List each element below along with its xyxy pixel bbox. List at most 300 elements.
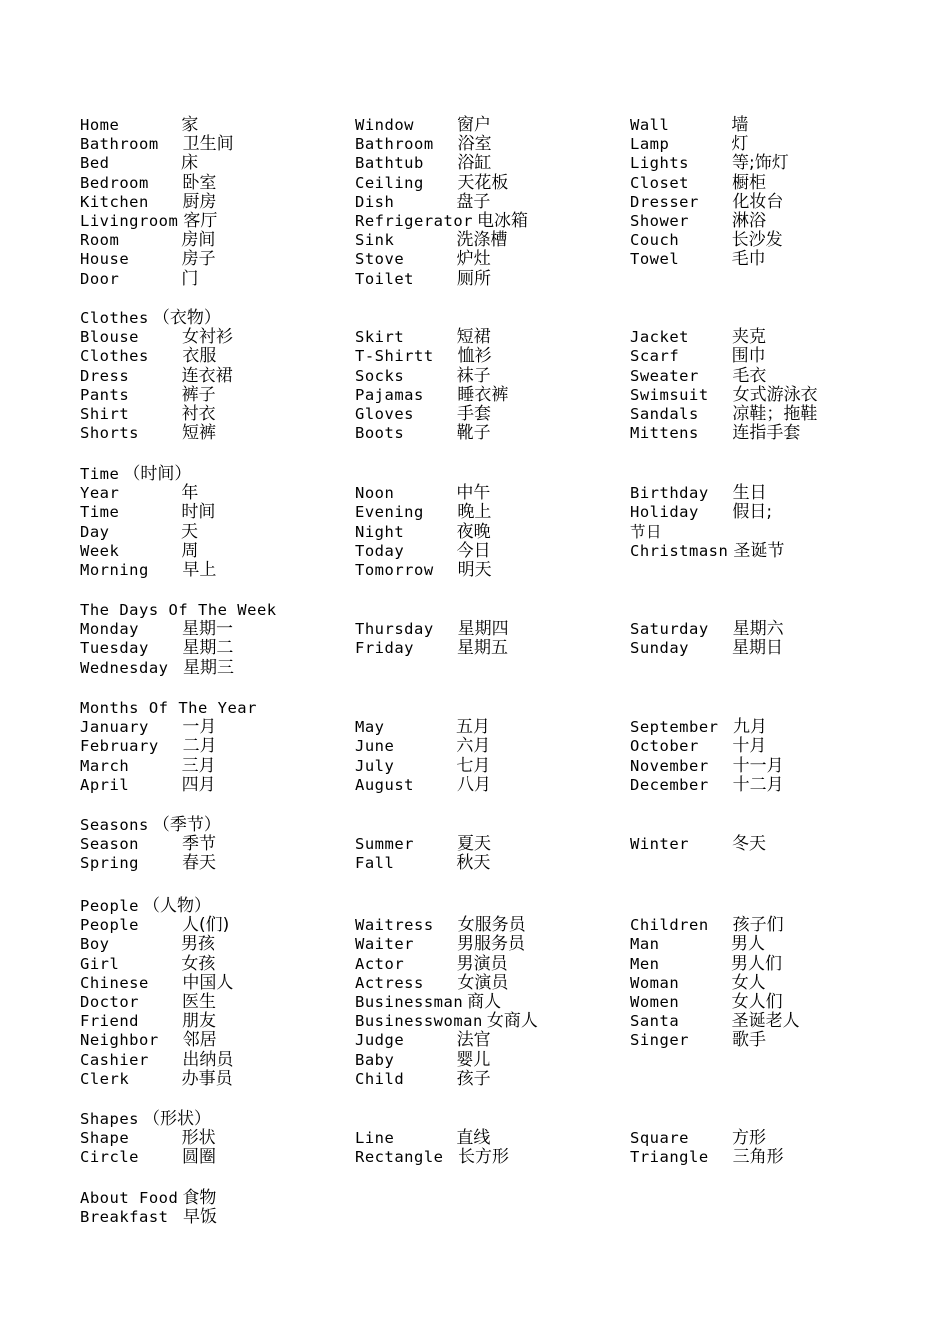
- chinese-translation: 年: [181, 483, 199, 504]
- section-title-english: Seasons: [80, 816, 149, 834]
- vocab-entry: [355, 502, 492, 521]
- vocab-entry: [355, 1147, 509, 1166]
- english-word: Dresser: [630, 192, 699, 211]
- english-word: Mittens: [630, 424, 699, 443]
- vocab-entry: [355, 134, 528, 153]
- section-title: [80, 815, 221, 834]
- vocab-entry: [80, 834, 216, 853]
- vocab-column: [80, 115, 234, 288]
- vocab-entry: [630, 934, 800, 953]
- chinese-translation: 邻居: [182, 1030, 217, 1051]
- chinese-translation: 淋浴: [732, 210, 766, 231]
- chinese-translation: 冬天: [732, 834, 766, 855]
- chinese-translation: 夜晚: [456, 521, 491, 542]
- chinese-translation: 二月: [182, 736, 217, 757]
- english-word: Skirt: [355, 328, 405, 347]
- vocab-entry: [80, 973, 233, 992]
- english-word: Swimsuit: [630, 385, 709, 404]
- english-word: Thursday: [355, 620, 434, 639]
- vocab-entry: [355, 915, 538, 934]
- english-word: August: [355, 775, 414, 794]
- english-word: Clothes: [80, 347, 149, 366]
- vocab-entry: [80, 483, 216, 502]
- chinese-translation: 袜子: [456, 365, 491, 386]
- vocab-column: [80, 834, 216, 872]
- vocab-column: [630, 115, 789, 269]
- vocab-entry: [80, 736, 217, 755]
- chinese-translation: 方形: [732, 1128, 766, 1149]
- vocab-entry: [80, 366, 233, 385]
- chinese-translation: 浴室: [457, 134, 492, 155]
- section-title-chinese: （形状）: [143, 1109, 211, 1129]
- vocab-entry: [630, 1147, 784, 1166]
- chinese-translation: 夹克: [732, 327, 766, 348]
- english-word: Dish: [355, 192, 395, 211]
- english-word: Waitress: [355, 916, 434, 935]
- chinese-translation: 短裙: [456, 327, 491, 348]
- english-word: Summer: [355, 835, 414, 854]
- vocab-entry: [355, 1011, 538, 1030]
- chinese-translation: 洗涤槽: [456, 230, 508, 251]
- english-word: Lights: [630, 154, 689, 173]
- english-word: Home: [80, 116, 120, 134]
- chinese-translation: 床: [181, 153, 198, 174]
- vocab-entry: [80, 934, 233, 953]
- english-word: Actor: [355, 954, 405, 973]
- chinese-translation: 季节: [182, 834, 216, 855]
- vocab-entry: [80, 1069, 233, 1088]
- vocab-entry: [80, 502, 216, 521]
- english-word: Blouse: [80, 328, 139, 347]
- vocab-entry: [355, 385, 508, 404]
- vocab-column: [355, 1128, 509, 1166]
- vocab-entry: [630, 619, 784, 638]
- english-word: Baby: [355, 1050, 395, 1069]
- vocab-column: [630, 619, 784, 657]
- vocab-column: [355, 717, 491, 794]
- english-word: Friend: [80, 1012, 139, 1031]
- chinese-translation: 手套: [457, 403, 491, 424]
- chinese-translation: 长沙发: [731, 230, 783, 251]
- english-word: Window: [355, 116, 414, 134]
- chinese-translation: 毛巾: [731, 249, 766, 270]
- english-word: Couch: [630, 231, 680, 250]
- chinese-translation: 中午: [456, 483, 491, 504]
- chinese-translation: 五月: [456, 717, 490, 738]
- english-word: Women: [630, 992, 680, 1011]
- english-word: Scarf: [630, 347, 680, 366]
- vocab-column: [355, 115, 528, 288]
- vocab-entry: [80, 115, 234, 134]
- chinese-translation: 房子: [181, 249, 216, 270]
- english-word: Breakfast: [80, 1208, 169, 1227]
- english-word: Time: [80, 503, 120, 522]
- vocab-entry: [80, 638, 234, 657]
- vocab-entry: [630, 230, 789, 249]
- vocab-entry: [630, 541, 784, 560]
- english-word: Season: [80, 835, 139, 854]
- english-word: Day: [80, 522, 110, 541]
- english-word: Monday: [80, 620, 139, 639]
- chinese-translation: 朋友: [182, 1011, 216, 1032]
- vocab-entry: [80, 1050, 233, 1069]
- english-word: Tuesday: [80, 639, 149, 658]
- chinese-translation: 女演员: [457, 972, 509, 993]
- chinese-translation: 九月: [733, 717, 767, 738]
- vocab-entry: [355, 1030, 538, 1049]
- english-word: March: [80, 756, 130, 775]
- chinese-translation: 夏天: [457, 834, 491, 855]
- english-word: Pants: [80, 385, 130, 404]
- chinese-translation: 浴缸: [457, 153, 492, 174]
- vocab-entry: [80, 327, 233, 346]
- chinese-translation: 卫生间: [182, 134, 234, 155]
- chinese-translation: 孩子: [456, 1068, 491, 1089]
- english-word: Woman: [630, 973, 680, 992]
- section-title-english: Months Of The Year: [80, 699, 257, 717]
- chinese-translation: 圆圈: [182, 1147, 216, 1168]
- english-word: Christmasn: [630, 541, 729, 560]
- chinese-translation: 四月: [181, 774, 216, 795]
- section-title: [80, 600, 277, 619]
- vocab-entry: [630, 915, 800, 934]
- english-word: Sink: [355, 231, 395, 250]
- english-word: Square: [630, 1129, 689, 1148]
- english-word: Sweater: [630, 366, 699, 385]
- english-word: Jacket: [630, 328, 689, 347]
- vocab-entry: [80, 423, 233, 442]
- english-word: October: [630, 737, 699, 756]
- english-word: Businessman: [355, 992, 464, 1011]
- chinese-translation: 医生: [182, 991, 216, 1012]
- english-word: Night: [355, 522, 405, 541]
- vocab-entry: [80, 404, 233, 423]
- english-word: Refrigerator: [355, 211, 473, 230]
- vocab-column: [630, 717, 784, 794]
- vocab-entry: [80, 173, 234, 192]
- vocab-entry: [630, 483, 784, 502]
- vocab-entry: [80, 992, 233, 1011]
- english-word: People: [80, 916, 139, 935]
- english-word: Actress: [355, 973, 424, 992]
- english-word: January: [80, 718, 149, 737]
- vocab-entry: [80, 775, 217, 794]
- vocab-entry: [355, 775, 491, 794]
- vocab-entry: [80, 211, 234, 230]
- chinese-translation: 男人们: [731, 953, 782, 974]
- english-word: Singer: [630, 1031, 689, 1050]
- chinese-translation: 女服务员: [457, 915, 526, 936]
- english-word: Judge: [355, 1031, 405, 1050]
- english-word: Saturday: [630, 620, 709, 639]
- section-title-english: People: [80, 897, 139, 915]
- vocab-entry: [80, 560, 216, 579]
- vocab-entry: [355, 1069, 538, 1088]
- vocab-entry: [355, 717, 491, 736]
- vocab-column: [355, 619, 509, 657]
- chinese-translation: 人(们): [182, 915, 230, 936]
- chinese-translation: 一月: [182, 717, 217, 738]
- section-title: [80, 698, 257, 717]
- chinese-translation: 晚上: [457, 502, 492, 523]
- chinese-translation: 男演员: [456, 953, 508, 974]
- chinese-translation: 毛衣: [732, 365, 767, 386]
- chinese-translation: 连指手套: [732, 423, 801, 444]
- vocab-entry: [80, 346, 233, 365]
- chinese-translation: 形状: [181, 1128, 216, 1149]
- section-title: [80, 464, 191, 483]
- vocab-entry: [355, 736, 491, 755]
- vocab-entry: [630, 522, 784, 541]
- chinese-translation: 生日: [732, 483, 767, 504]
- english-word: Gloves: [355, 404, 414, 423]
- vocab-entry: [355, 115, 528, 134]
- vocab-column: [630, 327, 818, 442]
- chinese-translation: 男服务员: [457, 934, 525, 955]
- vocab-entry: [80, 756, 217, 775]
- english-word: July: [355, 756, 395, 775]
- english-word: April: [80, 775, 130, 794]
- vocab-entry: [80, 1011, 233, 1030]
- vocab-entry: [630, 992, 800, 1011]
- vocab-entry: [355, 992, 538, 1011]
- vocab-column: [80, 915, 233, 1088]
- vocab-column: [80, 619, 234, 677]
- english-word: Today: [355, 541, 405, 560]
- chinese-translation: 孩子们: [732, 915, 784, 936]
- chinese-translation: 七月: [456, 755, 491, 776]
- chinese-translation: 圣诞节: [733, 540, 785, 561]
- chinese-translation: 早上: [182, 559, 217, 580]
- vocab-entry: [630, 385, 818, 404]
- vocab-entry: [630, 423, 818, 442]
- chinese-translation: 春天: [182, 853, 216, 874]
- english-word: Rectangle: [355, 1148, 444, 1167]
- vocab-entry: [630, 192, 789, 211]
- chinese-translation: 商人: [467, 991, 502, 1012]
- english-word: Chinese: [80, 973, 149, 992]
- vocab-entry: [80, 717, 217, 736]
- english-word: Bedroom: [80, 173, 149, 192]
- vocab-entry: [355, 954, 538, 973]
- vocab-entry: [630, 153, 789, 172]
- chinese-translation: 三月: [181, 755, 216, 776]
- chinese-translation: 明天: [457, 559, 492, 580]
- chinese-translation: 化妆台: [732, 191, 784, 212]
- english-word: Waiter: [355, 935, 414, 954]
- chinese-translation: 厕所: [457, 268, 491, 289]
- vocab-entry: [630, 366, 818, 385]
- chinese-translation: 星期五: [457, 638, 508, 659]
- english-word: Tomorrow: [355, 560, 434, 579]
- chinese-translation: 天: [181, 521, 198, 542]
- chinese-translation: 房间: [181, 230, 216, 251]
- english-word: Evening: [355, 503, 424, 522]
- vocab-entry: [80, 1147, 216, 1166]
- vocab-entry: [630, 756, 784, 775]
- section-title-english: Shapes: [80, 1110, 139, 1128]
- english-word: May: [355, 718, 385, 737]
- english-word: Towel: [630, 250, 680, 269]
- chinese-translation: 窗户: [457, 115, 491, 135]
- english-word: Wednesday: [80, 658, 169, 677]
- chinese-translation: 歌手: [732, 1030, 766, 1051]
- chinese-translation: 等;饰灯: [732, 153, 789, 174]
- section-title-chinese: （时间）: [123, 464, 192, 484]
- english-word: Fall: [355, 854, 395, 873]
- english-word: Lamp: [630, 135, 670, 154]
- vocab-entry: [355, 934, 538, 953]
- chinese-translation: 六月: [456, 736, 491, 757]
- english-word: Sunday: [630, 639, 689, 658]
- vocab-entry: [355, 1128, 509, 1147]
- chinese-translation: 女商人: [486, 1011, 538, 1032]
- vocab-entry: [80, 853, 216, 872]
- vocab-entry: [355, 756, 491, 775]
- english-word: Dress: [80, 366, 130, 385]
- section-title-chinese: 食物: [182, 1188, 217, 1208]
- vocab-entry: [80, 1128, 216, 1147]
- chinese-translation: 衬衣: [181, 403, 216, 424]
- section-title-english: The Days Of The Week: [80, 601, 277, 619]
- english-word: Toilet: [355, 269, 414, 288]
- chinese-translation: 女人: [731, 972, 766, 993]
- chinese-translation: 门: [181, 268, 199, 289]
- chinese-translation: 直线: [456, 1128, 491, 1149]
- chinese-translation: 长方形: [458, 1147, 509, 1168]
- chinese-translation: 家: [181, 115, 199, 135]
- english-word: Kitchen: [80, 192, 149, 211]
- english-word: Year: [80, 484, 120, 503]
- english-word: T-Shirtt: [355, 347, 434, 366]
- chinese-translation: 厨房: [182, 191, 217, 212]
- vocab-entry: [630, 502, 784, 521]
- section-title-chinese: （衣物）: [152, 308, 221, 328]
- english-word: Holiday: [630, 503, 699, 522]
- chinese-translation: 裤子: [181, 384, 216, 405]
- vocab-entry: [80, 658, 234, 677]
- chinese-translation: 恤衫: [457, 346, 492, 367]
- vocab-entry: [355, 1050, 538, 1069]
- chinese-translation: 星期三: [183, 657, 234, 678]
- vocab-entry: [80, 619, 234, 638]
- vocab-column: [630, 915, 800, 1049]
- english-word: Sandals: [630, 404, 699, 423]
- vocab-column: [630, 834, 766, 853]
- vocab-entry: [355, 153, 528, 172]
- english-word: Men: [630, 954, 660, 973]
- vocab-entry: [355, 249, 528, 268]
- english-word: Bathroom: [80, 135, 159, 154]
- vocab-entry: [355, 327, 508, 346]
- english-word: Ceiling: [355, 173, 424, 192]
- chinese-translation: 中国人: [182, 972, 234, 993]
- vocab-entry: [80, 954, 233, 973]
- section-title-chinese: （人物）: [143, 896, 211, 916]
- vocab-entry: [355, 522, 492, 541]
- chinese-translation: 三角形: [732, 1147, 784, 1168]
- section-title: [80, 308, 221, 327]
- chinese-translation: 围巾: [731, 346, 766, 367]
- vocab-entry: [355, 192, 528, 211]
- chinese-translation: 八月: [457, 774, 491, 795]
- chinese-translation: 盘子: [456, 191, 491, 212]
- english-word: Stove: [355, 250, 405, 269]
- vocab-entry: [355, 853, 491, 872]
- vocab-column: [80, 483, 216, 579]
- english-word: Pajamas: [355, 385, 424, 404]
- vocab-entry: [355, 619, 509, 638]
- chinese-translation: 星期二: [182, 638, 234, 659]
- english-word: Triangle: [630, 1148, 709, 1167]
- chinese-translation: 时间: [181, 502, 216, 523]
- chinese-translation: 星期六: [732, 619, 784, 640]
- vocab-entry: [355, 346, 508, 365]
- chinese-translation: 连衣裙: [181, 365, 233, 386]
- chinese-translation: 凉鞋；拖鞋: [732, 403, 818, 424]
- chinese-translation: 女孩: [181, 953, 216, 974]
- english-word: House: [80, 250, 130, 269]
- chinese-translation: 墙: [731, 115, 749, 135]
- english-word: 节日: [630, 522, 663, 541]
- english-word: Clerk: [80, 1069, 130, 1088]
- english-word: Shirt: [80, 404, 130, 423]
- chinese-translation: 电冰箱: [476, 210, 528, 231]
- chinese-translation: 女人们: [731, 991, 783, 1012]
- section-title: [80, 1188, 216, 1207]
- vocab-entry: [80, 134, 234, 153]
- chinese-translation: 睡衣裤: [457, 384, 509, 405]
- vocab-entry: [630, 638, 784, 657]
- chinese-translation: 炉灶: [456, 249, 491, 270]
- chinese-translation: 法官: [456, 1030, 491, 1051]
- english-word: Friday: [355, 639, 414, 658]
- chinese-translation: 女式游泳衣: [732, 384, 818, 405]
- chinese-translation: 男孩: [181, 934, 215, 955]
- vocab-entry: [80, 153, 234, 172]
- english-word: Children: [630, 916, 709, 935]
- english-word: Boy: [80, 935, 110, 954]
- vocab-entry: [630, 834, 766, 853]
- english-word: June: [355, 737, 395, 756]
- vocab-entry: [630, 134, 789, 153]
- vocab-column: [80, 1207, 217, 1226]
- chinese-translation: 婴儿: [456, 1049, 491, 1070]
- vocab-entry: [355, 541, 492, 560]
- english-word: Man: [630, 935, 660, 954]
- vocab-entry: [355, 269, 528, 288]
- english-word: December: [630, 775, 709, 794]
- vocab-entry: [630, 211, 789, 230]
- english-word: Child: [355, 1069, 405, 1088]
- english-word: Neighbor: [80, 1031, 159, 1050]
- english-word: Boots: [355, 424, 405, 443]
- chinese-translation: 女衬衫: [182, 327, 233, 348]
- english-word: Noon: [355, 484, 395, 503]
- english-word: Circle: [80, 1148, 139, 1167]
- vocab-entry: [355, 211, 528, 230]
- vocab-entry: [355, 483, 492, 502]
- section-title-english: Clothes: [80, 309, 149, 327]
- english-word: Spring: [80, 854, 139, 873]
- chinese-translation: 衣服: [182, 346, 217, 367]
- vocab-entry: [80, 1030, 233, 1049]
- vocab-column: [80, 327, 233, 442]
- vocab-entry: [630, 173, 789, 192]
- vocab-entry: [355, 973, 538, 992]
- chinese-translation: 星期一: [182, 619, 233, 640]
- chinese-translation: 客厅: [183, 210, 218, 231]
